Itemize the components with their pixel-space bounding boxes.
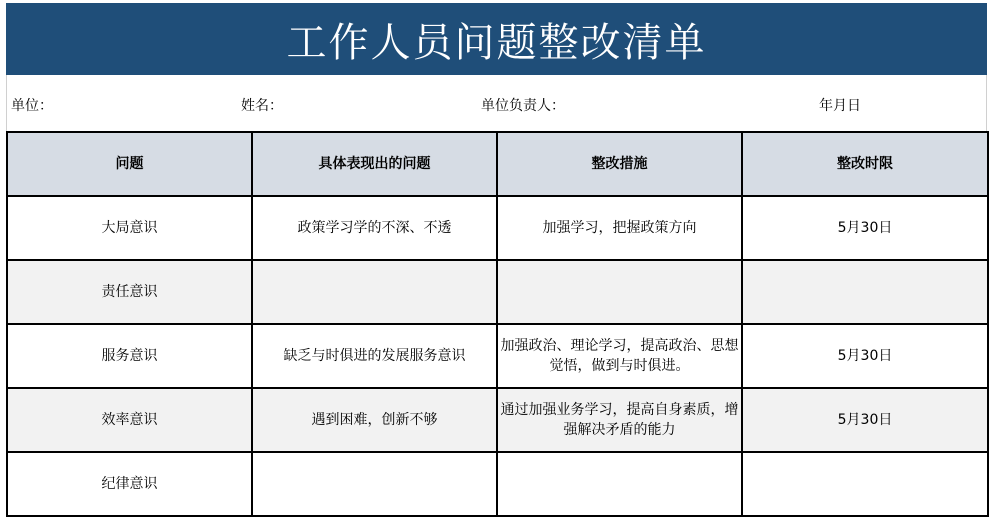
cell-deadline: 5月30日: [742, 388, 988, 452]
header-detail: 具体表现出的问题: [252, 132, 497, 196]
cell-issue: 效率意识: [7, 388, 252, 452]
month-label: 月: [833, 98, 847, 114]
unit-label: 单位：: [11, 98, 53, 114]
date-label: [819, 95, 861, 115]
cell-measure: 加强政治、理论学习，提高政治、思想觉悟，做到与时俱进。: [497, 324, 742, 388]
cell-issue: 大局意识: [7, 196, 252, 260]
info-row: [6, 75, 987, 131]
table-row: [7, 452, 988, 516]
cell-detail: [252, 260, 497, 324]
table-row: [7, 388, 988, 452]
cell-measure: 通过加强业务学习，提高自身素质，增强解决矛盾的能力: [497, 388, 742, 452]
table-row: [7, 260, 988, 324]
cell-measure: 加强学习，把握政策方向: [497, 196, 742, 260]
year-label: 年: [819, 98, 833, 114]
header-issue: 问题: [7, 132, 252, 196]
header-deadline: 整改时限: [742, 132, 988, 196]
cell-deadline: [742, 452, 988, 516]
cell-deadline: 5月30日: [742, 324, 988, 388]
cell-issue: 纪律意识: [7, 452, 252, 516]
rectification-table: [6, 131, 989, 517]
responsible-label: 单位负责人：: [481, 98, 565, 114]
cell-detail: [252, 452, 497, 516]
table-row: [7, 324, 988, 388]
cell-detail: 政策学习学的不深、不透: [252, 196, 497, 260]
day-label: 日: [847, 98, 861, 114]
cell-detail: 遇到困难，创新不够: [252, 388, 497, 452]
name-label: 姓名：: [241, 98, 283, 114]
cell-issue: 服务意识: [7, 324, 252, 388]
header-measure: 整改措施: [497, 132, 742, 196]
page-title: 工作人员问题整改清单: [6, 3, 987, 75]
cell-measure: [497, 260, 742, 324]
table-row: [7, 196, 988, 260]
cell-issue: 责任意识: [7, 260, 252, 324]
cell-deadline: [742, 260, 988, 324]
table-header-row: [7, 132, 988, 196]
cell-measure: [497, 452, 742, 516]
cell-deadline: 5月30日: [742, 196, 988, 260]
cell-detail: 缺乏与时俱进的发展服务意识: [252, 324, 497, 388]
